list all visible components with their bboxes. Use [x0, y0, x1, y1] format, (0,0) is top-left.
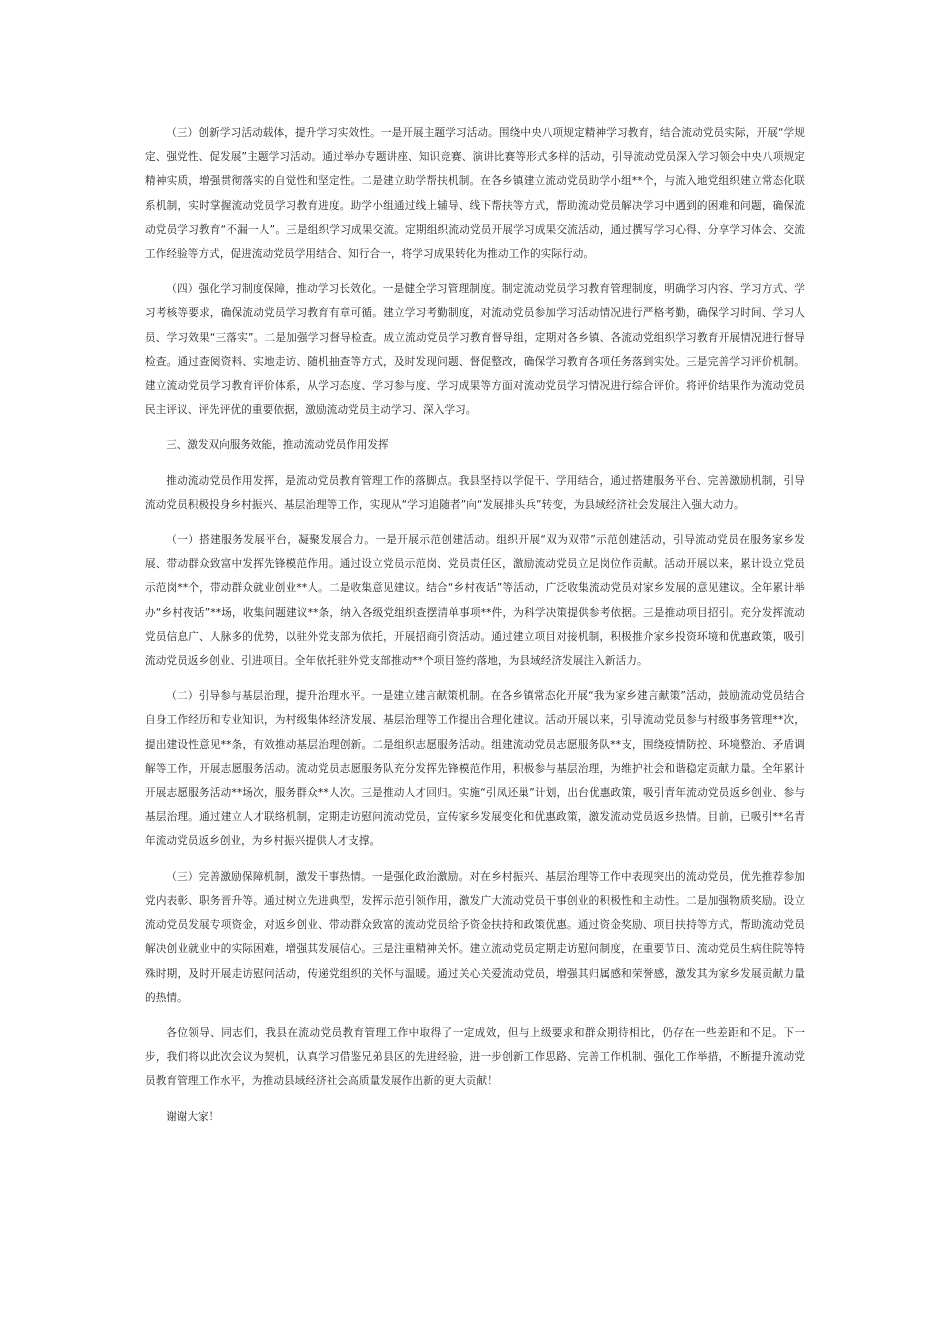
paragraph-incentive-mechanism: （三）完善激励保障机制，激发干事热情。一是强化政治激励。对在乡村振兴、基层治理等工作中表现突出的流动党员，优先推荐参加党内表彰、职务晋升等。通过树立先进典型，发挥示范引领作用，激发广大流动党员干事创业的积极性和主动性。二是加强物质奖励。设立流动党员发展专项资金，对返乡创业、带动群众致富的流动党员给予资金扶持和政策优惠。通过资金奖励、项目扶持等方式，帮助流动党员解决创业就业中的实际困难，增强其发展信心。三是注重精神关怀。建立流动党员定期走访慰问制度，在重要节日、流动党员生病住院等特殊时期，及时开展走访慰问活动，传递党组织的关怀与温暖。通过关心关爱流动党员，增强其归属感和荣誉感，激发其为家乡发展贡献力量的热情。: [145, 870, 805, 1004]
paragraph-grassroots-governance: （二）引导参与基层治理，提升治理水平。一是建立建言献策机制。在各乡镇常态化开展“我为家乡建言献策”活动，鼓励流动党员结合自身工作经历和专业知识，为村级集体经济发展、基层治理等工作提出合理化建议。活动开展以来，引导流动党员参与村级事务管理**次，提出建设性意见**条，有效推动基层治理创新。二是组织志愿服务活动。组建流动党员志愿服务队**支，围绕疫情防控、环境整治、矛盾调解等工作，开展志愿服务活动。流动党员志愿服务队充分发挥先锋模范作用，积极参与基层治理，为维护社会和谐稳定贡献力量。全年累计开展志愿服务活动**场次，服务群众**人次。三是推动人才回归。实施“引凤还巢”计划，出台优惠政策，吸引青年流动党员返乡创业、参与基层治理。通过建立人才联络机制，定期走访慰问流动党员，宣传家乡发展变化和优惠政策，激发流动党员返乡热情。目前，已吸引**名青年流动党员返乡创业，为乡村振兴提供人才支撑。: [145, 690, 805, 848]
document-body: [145, 121, 805, 1129]
paragraph-innovate-learning: （三）创新学习活动载体，提升学习实效性。一是开展主题学习活动。围绕中央八项规定精神学习教育，结合流动党员实际，开展“学规定、强党性、促发展”主题学习活动。通过举办专题讲座、知识竞赛、演讲比赛等形式多样的活动，引导流动党员深入学习领会中央八项规定精神实质，增强贯彻落实的自觉性和坚定性。二是建立助学帮扶机制。在各乡镇建立流动党员助学小组**个，与流入地党组织建立常态化联系机制，实时掌握流动党员学习教育进度。助学小组通过线上辅导、线下帮扶等方式，帮助流动党员解决学习中遇到的困难和问题，确保流动党员学习教育“不漏一人”。三是组织学习成果交流。定期组织流动党员开展学习成果交流活动，通过撰写学习心得、分享学习体会、交流工作经验等方式，促进流动党员学用结合、知行合一，将学习成果转化为推动工作的实际行动。: [145, 127, 805, 261]
paragraph-conclusion: 各位领导、同志们，我县在流动党员教育管理工作中取得了一定成效，但与上级要求和群众期待相比，仍存在一些差距和不足。下一步，我们将以此次会议为契机，认真学习借鉴兄弟县区的先进经验，进一步创新工作思路、完善工作机制、强化工作举措，不断提升流动党员教育管理工作水平，为推动县域经济社会高质量发展作出新的更大贡献！: [145, 1026, 805, 1088]
paragraph-section-intro: 推动流动党员作用发挥，是流动党员教育管理工作的落脚点。我县坚持以学促干、学用结合，通过搭建服务平台、完善激励机制，引导流动党员积极投身乡村振兴、基层治理等工作，实现从“学习追随者”向“发展排头兵”转变，为县域经济社会发展注入强大动力。: [145, 474, 805, 511]
paragraph-strengthen-system: （四）强化学习制度保障，推动学习长效化。一是健全学习管理制度。制定流动党员学习教育管理制度，明确学习内容、学习方式、学习考核等要求，确保流动党员学习教育有章可循。建立学习考勤制度，对流动党员参加学习活动情况进行严格考勤，确保学习时间、学习人员、学习效果“三落实”。二是加强学习督导检查。成立流动党员学习教育督导组，定期对各乡镇、各流动党组织学习教育开展情况进行督导检查。通过查阅资料、实地走访、随机抽查等方式，及时发现问题、督促整改，确保学习教育各项任务落到实处。三是完善学习评价机制。建立流动党员学习教育评价体系，从学习态度、学习参与度、学习成果等方面对流动党员学习情况进行综合评价。将评价结果作为流动党员民主评议、评先评优的重要依据，激励流动党员主动学习、深入学习。: [145, 283, 805, 417]
closing-thanks: 谢谢大家！: [166, 1110, 220, 1123]
paragraph-service-platform: （一）搭建服务发展平台，凝聚发展合力。一是开展示范创建活动。组织开展“双为双带”示范创建活动，引导流动党员在服务家乡发展、带动群众致富中发挥先锋模范作用。通过设立党员示范岗、党员责任区，激励流动党员立足岗位作贡献。活动开展以来，累计设立党员示范岗**个，带动群众就业创业**人。二是收集意见建议。结合“乡村夜话”等活动，广泛收集流动党员对家乡发展的意见建议。全年累计举办“乡村夜话”**场，收集问题建议**条，纳入各级党组织查摆清单事项**件，为科学决策提供参考依据。三是推动项目招引。充分发挥流动党员信息广、人脉多的优势，以驻外党支部为依托，开展招商引资活动。通过建立项目对接机制，积极推介家乡投资环境和优惠政策，吸引流动党员返乡创业、引进项目。全年依托驻外党支部推动**个项目签约落地，为县域经济发展注入新活力。: [145, 534, 805, 668]
section-heading: 三、激发双向服务效能，推动流动党员作用发挥: [166, 439, 389, 452]
